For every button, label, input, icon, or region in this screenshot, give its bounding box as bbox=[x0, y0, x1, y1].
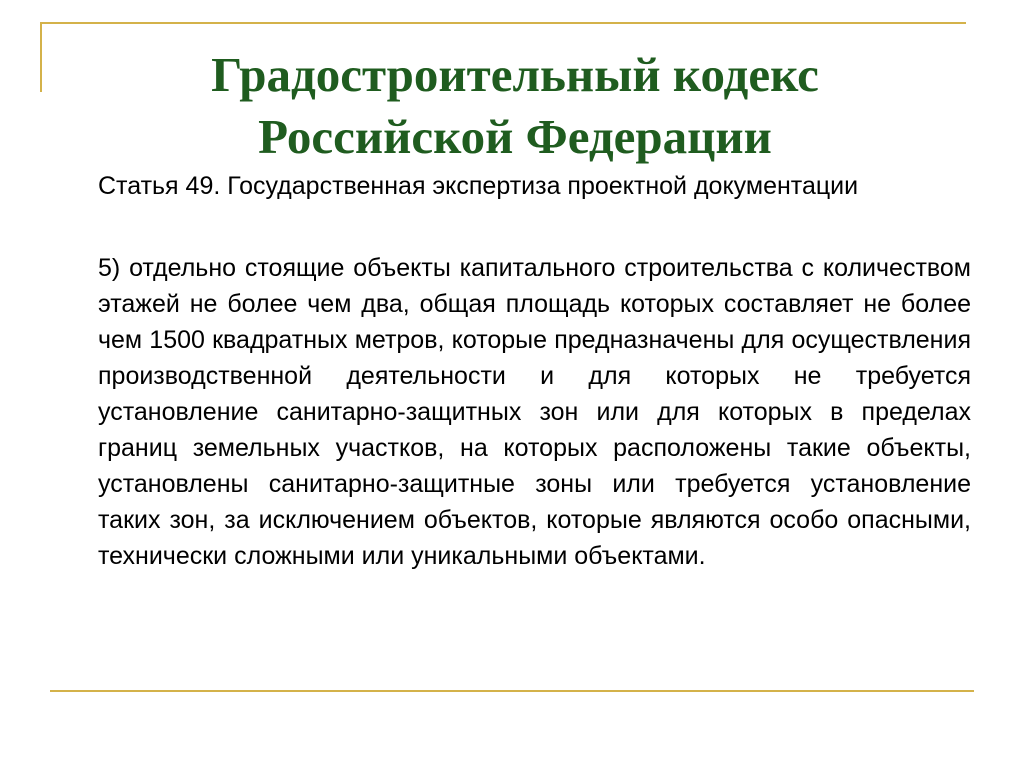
bottom-rule bbox=[50, 690, 974, 692]
article-paragraph: 5) отдельно стоящие объекты капитального строительства с количеством этажей не более чем два, общая площадь которых составляет не более чем 1500 квадратных метров, которые предназначены для осуществления производственной деятельности и для которых не требуется установление санитарно-защитных зон или для которых в пределах границ земельных участков, на которых расположены такие объекты, установлены санитарно-защитные зоны или требуется установление таких зон, за исключением объектов, которые являются особо опасными, технически сложными или уникальными объектами. bbox=[98, 254, 971, 570]
slide-title-line-1: Градостроительный кодекс bbox=[211, 47, 819, 102]
article-heading: Статья 49. Государственная экспертиза проектной документации bbox=[98, 172, 859, 200]
slide-title-line-2: Российской Федерации bbox=[258, 109, 772, 164]
slide-title bbox=[60, 44, 970, 168]
top-rule bbox=[40, 22, 966, 24]
left-rule bbox=[40, 22, 42, 92]
